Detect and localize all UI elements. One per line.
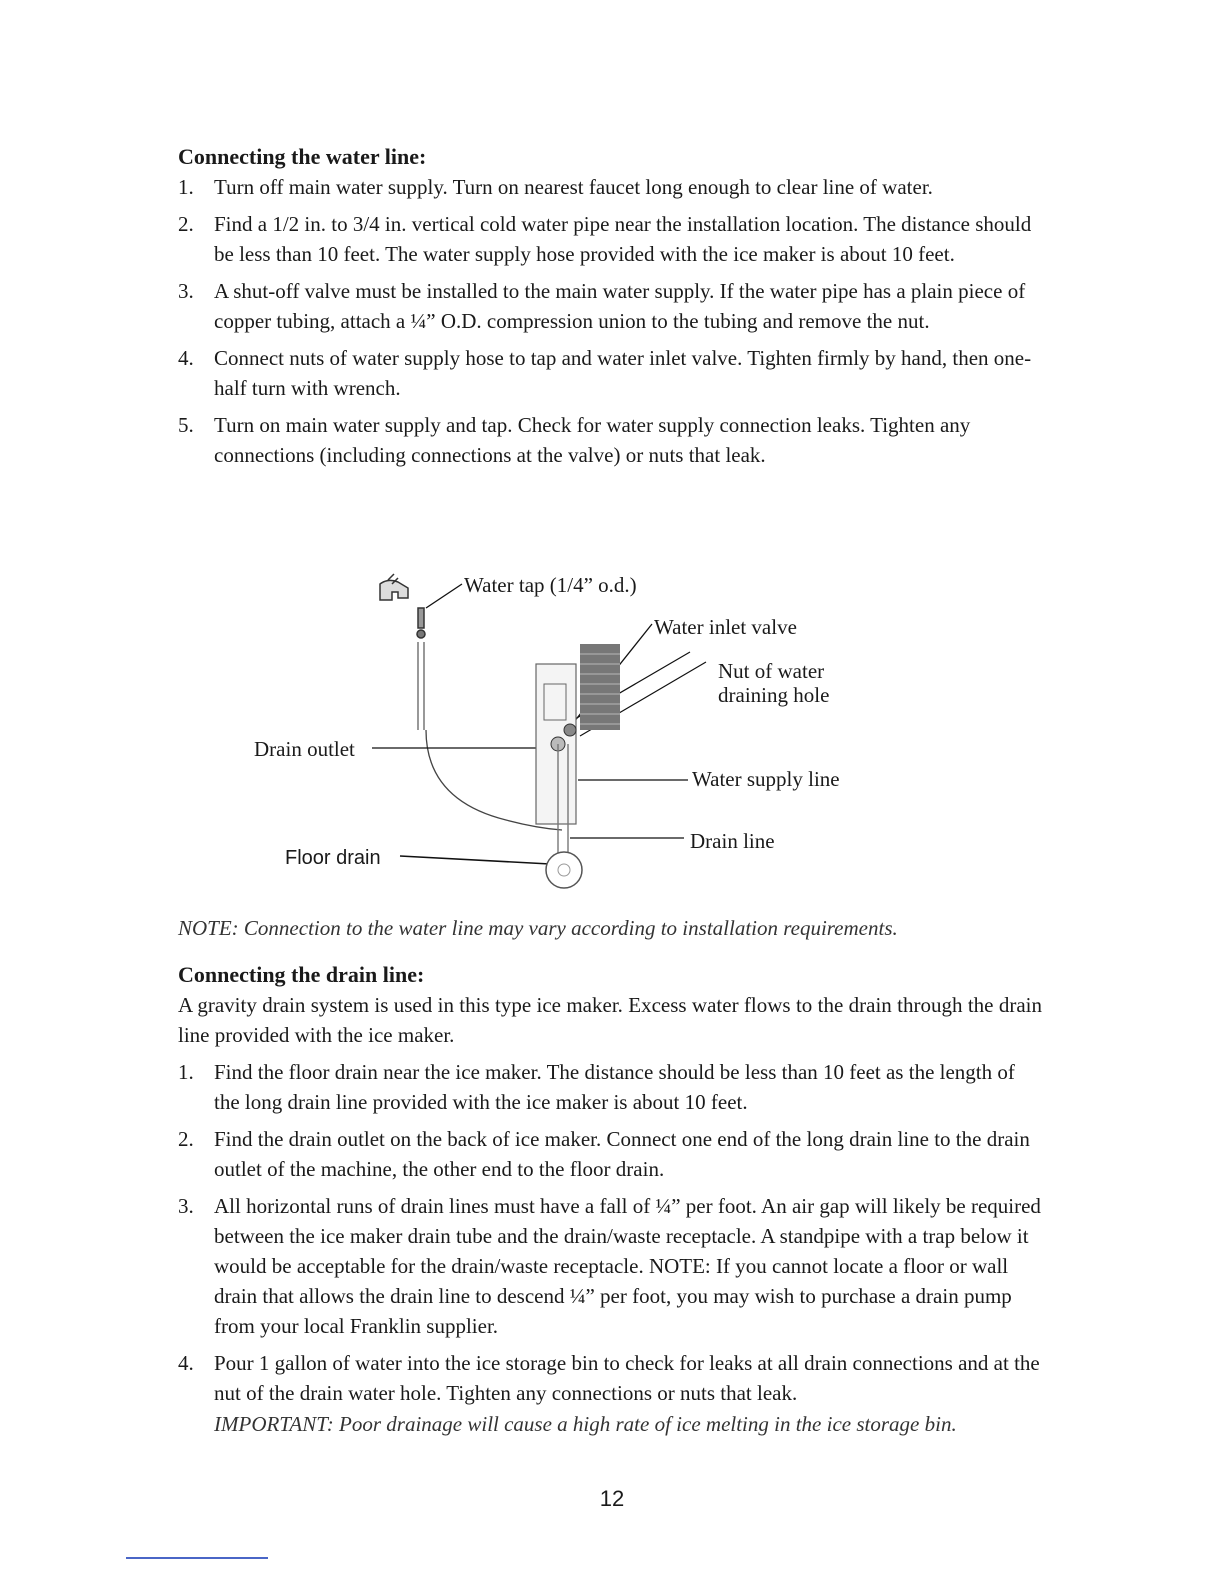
step-text: Find the drain outlet on the back of ice maker. Connect one end of the long drain line to the drain outlet of the machine, the other end to the floor drain. xyxy=(214,1127,1030,1181)
step-text: All horizontal runs of drain lines must have a fall of ¼” per foot. An air gap will likely be required between the ice maker drain tube and the drain/waste receptacle. A standpipe with a trap below it would be acceptable for the drain/waste receptacle. NOTE: If you cannot locate a floor or wall drain that allows the drain line to descend ¼” per foot, you may wish to purchase a drain pump from your local Franklin supplier. xyxy=(214,1194,1041,1338)
ice-maker-back-panel xyxy=(536,644,620,854)
step-number: 3. xyxy=(178,1194,194,1218)
step-number: 5. xyxy=(178,413,194,437)
floor-drain-leader xyxy=(400,856,550,864)
list-item xyxy=(178,410,1042,470)
list-item xyxy=(178,343,1042,403)
step-text: Turn on main water supply and tap. Check for water supply connection leaks. Tighten any connections (including connections at the valve) or nuts that leak. xyxy=(214,413,971,467)
water-tap-icon xyxy=(380,574,425,638)
step-number: 2. xyxy=(178,212,194,236)
nut-label-line1: Nut of water xyxy=(718,659,825,683)
water-inlet-valve-label: Water inlet valve xyxy=(654,615,797,639)
footer-rule xyxy=(126,1557,268,1559)
list-item xyxy=(178,1348,1042,1408)
drain-line-intro: A gravity drain system is used in this type ice maker. Excess water flows to the drain through the drain line provided with the ice maker. xyxy=(178,993,1042,1047)
water-supply-line-label: Water supply line xyxy=(692,767,840,791)
water-tap-label: Water tap (1/4” o.d.) xyxy=(464,573,637,597)
step-text: Pour 1 gallon of water into the ice storage bin to check for leaks at all drain connections and at the nut of the drain water hole. Tighten any connections or nuts that leak. xyxy=(214,1351,1040,1405)
floor-drain-icon xyxy=(546,852,582,888)
page-number: 12 xyxy=(599,1486,625,1511)
water-line-heading: Connecting the water line: xyxy=(178,144,427,169)
step-text: Turn off main water supply. Turn on nearest faucet long enough to clear line of water. xyxy=(214,175,933,199)
water-line-note: NOTE: Connection to the water line may vary according to installation requirements. xyxy=(178,916,898,940)
step-number: 4. xyxy=(178,1351,194,1375)
tap-leader xyxy=(426,584,462,608)
important-note: IMPORTANT: Poor drainage will cause a high rate of ice melting in the ice storage bin. xyxy=(214,1412,957,1436)
list-item xyxy=(178,209,1042,269)
step-text: A shut-off valve must be installed to the main water supply. If the water pipe has a plain piece of copper tubing, attach a ¼” O.D. compression union to the tubing and remove the nut. xyxy=(214,279,1026,333)
drain-outlet-label: Drain outlet xyxy=(254,737,355,761)
tap-tube xyxy=(418,642,424,730)
step-number: 1. xyxy=(178,1060,194,1084)
list-item xyxy=(178,1057,1042,1117)
step-number: 4. xyxy=(178,346,194,370)
drain-line-label: Drain line xyxy=(690,829,775,853)
water-drain-connection-diagram xyxy=(240,560,920,900)
list-item xyxy=(178,276,1042,336)
step-text: Find a 1/2 in. to 3/4 in. vertical cold water pipe near the installation location. The distance should be less than 10 feet. The water supply hose provided with the ice maker is about 10 feet. xyxy=(214,212,1032,266)
step-text: Find the floor drain near the ice maker. The distance should be less than 10 feet as the length of the long drain line provided with the ice maker is about 10 feet. xyxy=(214,1060,1015,1114)
step-number: 1. xyxy=(178,175,194,199)
list-item xyxy=(178,1191,1042,1341)
step-number: 3. xyxy=(178,279,194,303)
floor-drain-label: Floor drain xyxy=(285,847,381,869)
water-line-steps xyxy=(178,172,1042,477)
step-text: Connect nuts of water supply hose to tap and water inlet valve. Tighten firmly by hand, then one-half turn with wrench. xyxy=(214,346,1032,400)
nut-label-line2: draining hole xyxy=(718,683,830,707)
list-item xyxy=(178,1124,1042,1184)
drain-line-heading: Connecting the drain line: xyxy=(178,962,425,987)
drain-line-steps xyxy=(178,1057,1042,1415)
step-number: 2. xyxy=(178,1127,194,1151)
list-item xyxy=(178,172,1042,202)
